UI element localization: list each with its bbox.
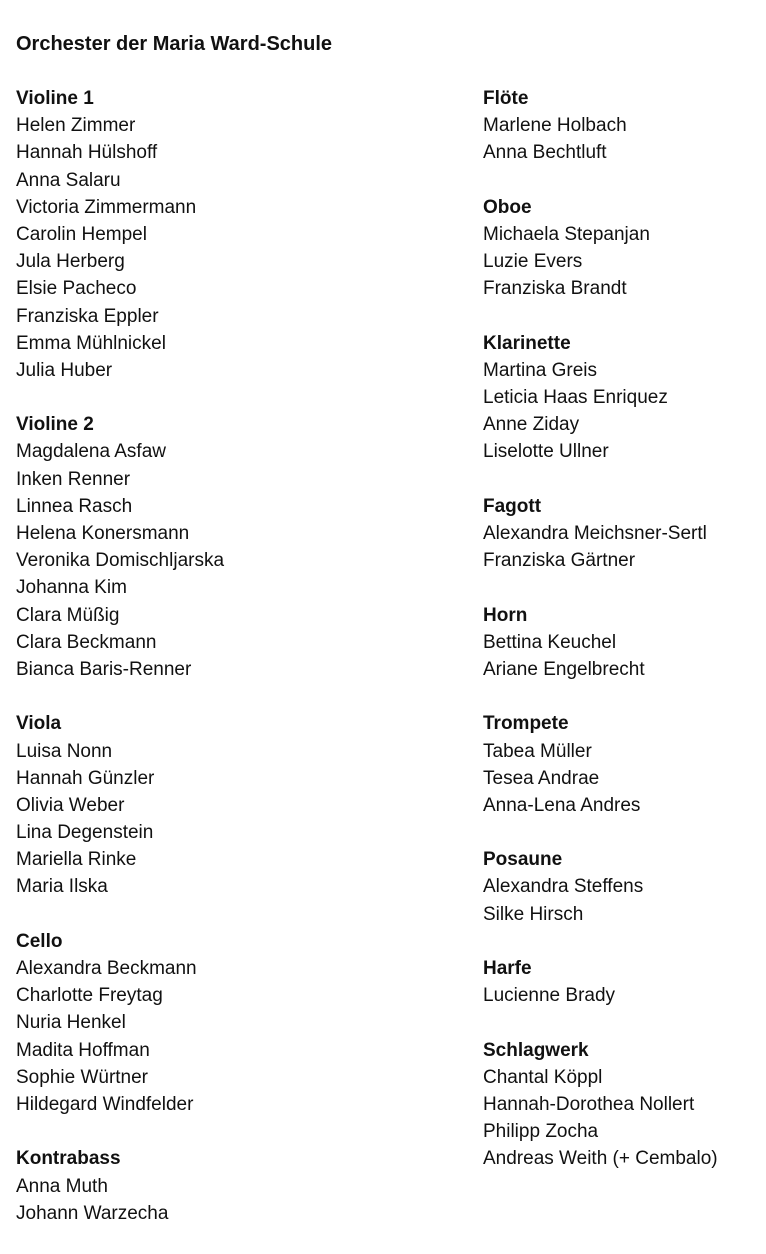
section-trompete: [483, 710, 763, 819]
section-heading: Oboe: [483, 196, 532, 218]
section-heading: Trompete: [483, 713, 569, 735]
section-oboe: [483, 194, 763, 303]
member-name: Philipp Zocha: [483, 1121, 599, 1143]
member-name: Andreas Weith (+ Cembalo): [483, 1148, 718, 1170]
section-kontrabass: [16, 1145, 456, 1227]
member-name: Julia Huber: [16, 359, 113, 381]
section-heading: Viola: [16, 713, 62, 735]
member-name: Luisa Nonn: [16, 740, 113, 762]
member-name: Emma Mühlnickel: [16, 332, 166, 354]
section-heading: Horn: [483, 604, 528, 626]
section-posaune: [483, 846, 763, 928]
member-name: Lucienne Brady: [483, 985, 616, 1007]
member-name: Johann Warzecha: [16, 1202, 169, 1224]
member-name: Victoria Zimmermann: [16, 196, 197, 218]
section-floete: [483, 85, 763, 167]
page-title: Orchester der Maria Ward-Schule: [16, 33, 333, 55]
section-klarinette: [483, 330, 763, 466]
member-name: Franziska Gärtner: [483, 550, 636, 572]
member-name: Magdalena Asfaw: [16, 441, 166, 463]
member-name: Tabea Müller: [483, 740, 592, 762]
member-name: Alexandra Beckmann: [16, 958, 197, 979]
member-name: Chantal Köppl: [483, 1066, 603, 1088]
member-name: Liselotte Ullner: [483, 441, 609, 463]
member-name: Hannah Günzler: [16, 767, 155, 789]
section-violine-2: [16, 411, 456, 683]
member-name: Hildegard Windfelder: [16, 1093, 194, 1115]
member-name: Leticia Haas Enriquez: [483, 387, 668, 409]
section-heading: Cello: [16, 930, 63, 952]
member-name: Linnea Rasch: [16, 495, 133, 517]
member-name: Elsie Pacheco: [16, 278, 137, 300]
member-name: Anna-Lena Andres: [483, 794, 641, 816]
member-name: Nuria Henkel: [16, 1012, 126, 1034]
left-column: [16, 85, 456, 1254]
section-cello: [16, 928, 456, 1118]
member-name: Tesea Andrae: [483, 767, 600, 789]
member-name: Hannah-Dorothea Nollert: [483, 1093, 695, 1115]
member-name: Alexandra Steffens: [483, 876, 644, 898]
member-name: Alexandra Meichsner-Sertl: [483, 523, 707, 544]
member-name: Franziska Eppler: [16, 305, 159, 327]
section-heading: Klarinette: [483, 332, 571, 354]
member-name: Anna Salaru: [16, 169, 121, 191]
member-name: Clara Müßig: [16, 604, 120, 626]
member-name: Anna Bechtluft: [483, 142, 607, 164]
member-name: Mariella Rinke: [16, 849, 137, 871]
member-name: Helen Zimmer: [16, 115, 136, 137]
member-name: Johanna Kim: [16, 577, 127, 599]
section-horn: [483, 602, 763, 684]
member-name: Helena Konersmann: [16, 523, 190, 544]
member-name: Charlotte Freytag: [16, 985, 163, 1007]
member-name: Michaela Stepanjan: [483, 223, 650, 245]
section-viola: [16, 710, 456, 900]
member-name: Jula Herberg: [16, 251, 125, 273]
section-violine-1: [16, 85, 456, 384]
section-heading: Posaune: [483, 849, 563, 871]
member-name: Bettina Keuchel: [483, 631, 617, 653]
section-harfe: [483, 955, 763, 1009]
right-column: [483, 85, 763, 1200]
member-name: Anna Muth: [16, 1175, 108, 1197]
member-name: Carolin Hempel: [16, 223, 147, 245]
section-heading: Schlagwerk: [483, 1039, 589, 1061]
member-name: Inken Renner: [16, 468, 131, 490]
section-heading: Violine 1: [16, 88, 94, 109]
member-name: Franziska Brandt: [483, 278, 627, 300]
member-name: Martina Greis: [483, 359, 598, 381]
member-name: Marlene Holbach: [483, 115, 627, 137]
section-heading: Harfe: [483, 958, 532, 979]
member-name: Clara Beckmann: [16, 631, 157, 653]
member-name: Maria Ilska: [16, 876, 108, 898]
section-heading: Violine 2: [16, 414, 94, 436]
member-name: Madita Hoffman: [16, 1039, 150, 1061]
member-name: Ariane Engelbrecht: [483, 658, 645, 680]
member-name: Luzie Evers: [483, 251, 583, 273]
member-name: Silke Hirsch: [483, 903, 584, 925]
member-name: Sophie Würtner: [16, 1066, 149, 1088]
member-name: Anne Ziday: [483, 414, 580, 436]
section-schlagwerk: [483, 1037, 763, 1173]
member-name: Olivia Weber: [16, 794, 125, 816]
section-fagott: [483, 493, 763, 575]
member-name: Bianca Baris-Renner: [16, 658, 192, 680]
member-name: Veronika Domischljarska: [16, 550, 225, 572]
member-name: Hannah Hülshoff: [16, 142, 158, 164]
section-heading: Fagott: [483, 495, 542, 517]
member-name: Lina Degenstein: [16, 822, 154, 844]
section-heading: Flöte: [483, 88, 529, 109]
section-heading: Kontrabass: [16, 1148, 121, 1170]
